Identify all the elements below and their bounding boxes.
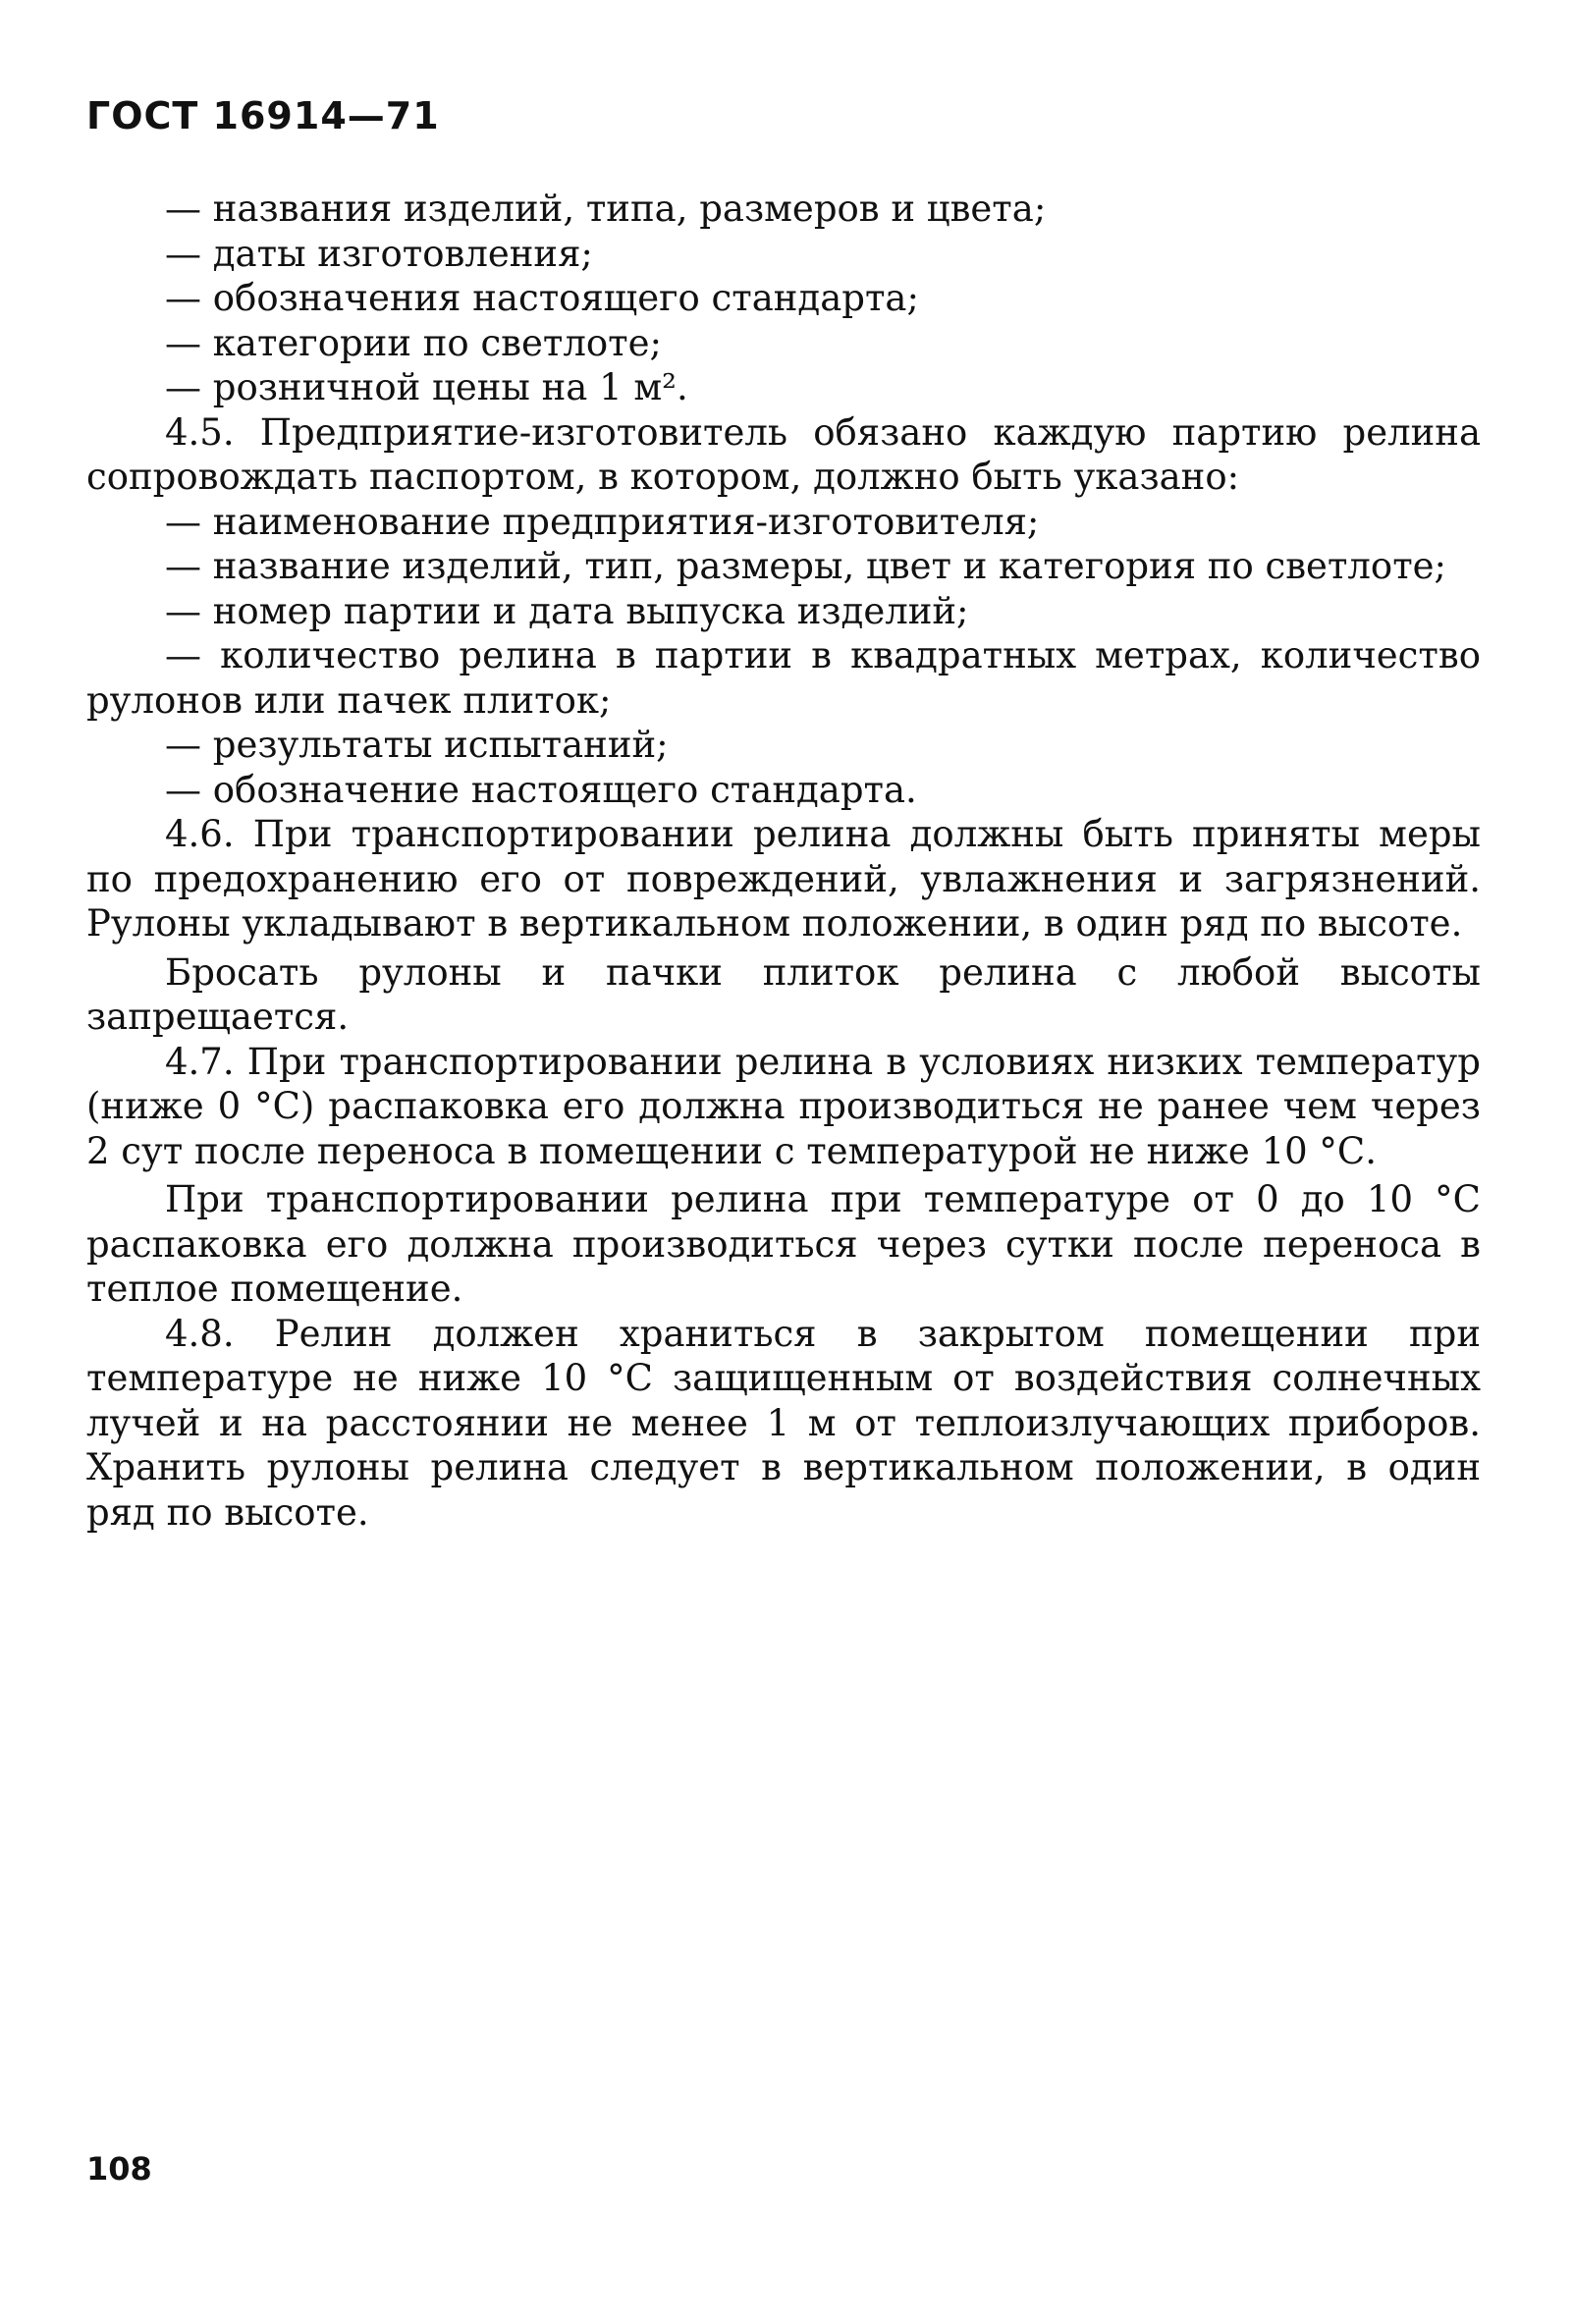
section-4-6-paragraph: 4.6. При транспортировании релина должны быть приняты меры по предохранению его от повреждений, увлажнения и загрязнений. Рулоны укладывают в вертикальном положении, в один ряд по высоте.: [86, 813, 1481, 945]
page-number: 108: [86, 2150, 152, 2188]
list-item: — результаты испытаний;: [165, 724, 669, 766]
list-item: — номер партии и дата выпуска изделий;: [165, 589, 969, 632]
list-item: — название изделий, тип, размеры, цвет и категория по светлоте;: [165, 545, 1447, 587]
document-body: [86, 187, 1481, 1535]
list-item: — обозначения настоящего стандарта;: [165, 277, 919, 319]
section-4-7-paragraph: 4.7. При транспортировании релина в условиях низких температур (ниже 0 °С) распаковка его должна производиться не ранее чем через 2 сут после переноса в помещении с температурой не ниже 10 °С.: [86, 1040, 1481, 1172]
page-header-standard-title: ГОСТ 16914—71: [86, 94, 440, 137]
list-item: — названия изделий, типа, размеров и цвета;: [165, 188, 1047, 230]
list-item: — розничной цены на 1 м².: [165, 366, 688, 408]
section-4-6-paragraph-2: Бросать рулоны и пачки плиток релина с любой высоты запрещается.: [86, 950, 1481, 1038]
section-4-8-paragraph: 4.8. Релин должен храниться в закрытом помещении при температуре не ниже 10 °С защищенным от воздействия солнечных лучей и на расстоянии не менее 1 м от теплоизлучающих приборов. Хранить рулоны релина следует в вертикальном положении, в один ряд по высоте.: [86, 1312, 1481, 1534]
section-4-5-paragraph: 4.5. Предприятие-изготовитель обязано каждую партию релина сопровождать паспортом, в котором, должно быть указано:: [86, 410, 1481, 498]
section-4-7-paragraph-2: При транспортировании релина при температуре от 0 до 10 °С распаковка его должна производиться через сутки после переноса в теплое помещение.: [86, 1178, 1481, 1310]
list-item: — наименование предприятия-изготовителя;: [165, 500, 1040, 543]
list-item: — количество релина в партии в квадратных метрах, количество рулонов или пачек плиток;: [86, 634, 1481, 722]
list-item: — категории по светлоте;: [165, 321, 662, 364]
list-item: — даты изготовления;: [165, 232, 593, 275]
list-item: — обозначение настоящего стандарта.: [165, 768, 917, 811]
